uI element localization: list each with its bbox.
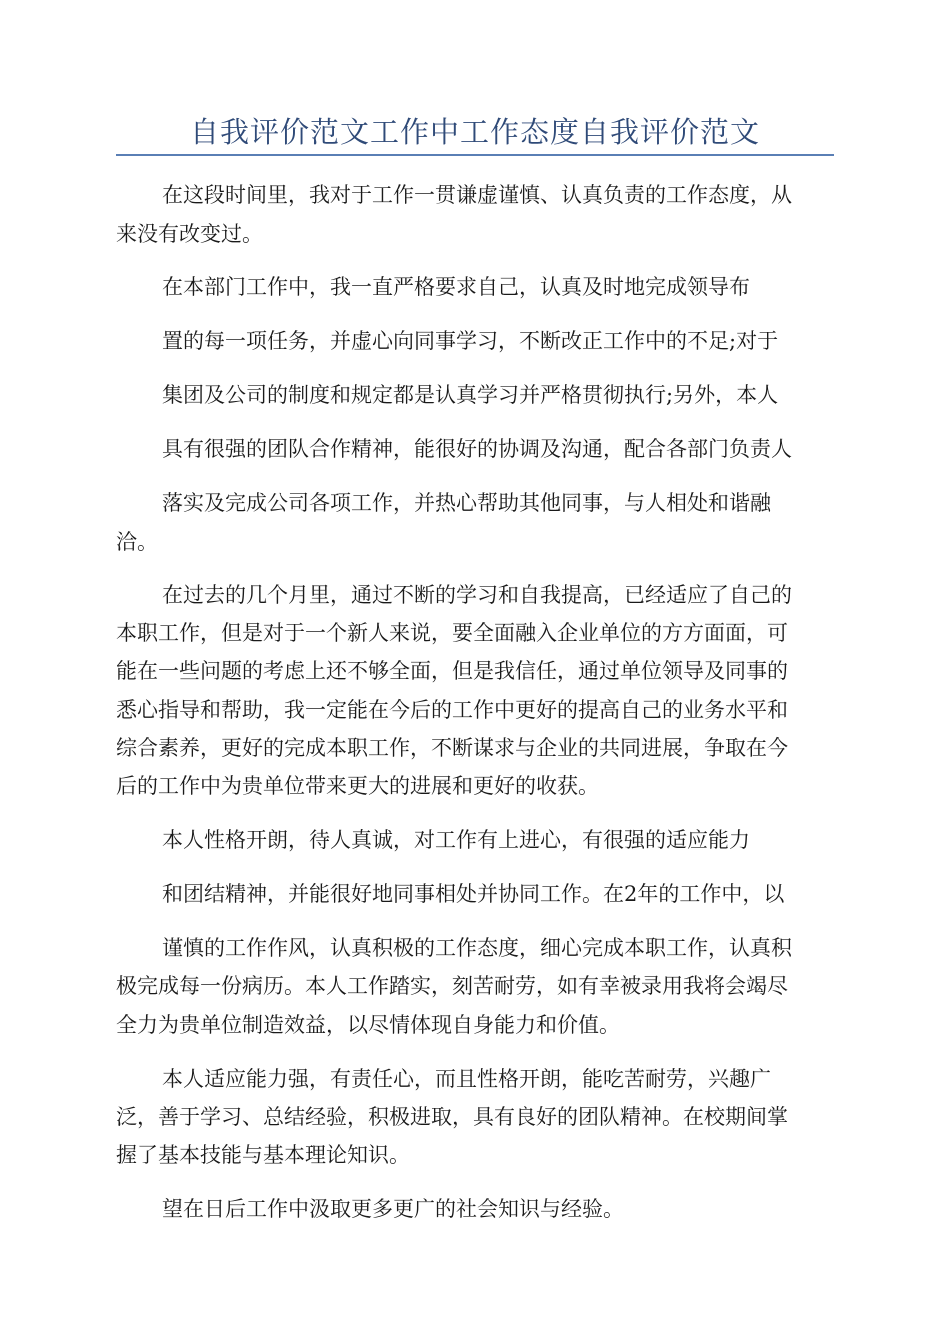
- document-title: 自我评价范文工作中工作态度自我评价范文: [189, 115, 760, 149]
- paragraph-line: 综合素养，更好的完成本职工作，不断谋求与企业的共同进展，争取在今: [116, 736, 788, 760]
- paragraph-line: 握了基本技能与基本理论知识。: [116, 1143, 410, 1167]
- paragraph-line: 本人适应能力强，有责任心，而且性格开朗，能吃苦耐劳，兴趣广: [162, 1067, 771, 1091]
- paragraph-line: 泛，善于学习、总结经验，积极进取，具有良好的团队精神。在校期间掌: [116, 1105, 788, 1129]
- paragraph-line: 集团及公司的制度和规定都是认真学习并严格贯彻执行;另外，本人: [162, 383, 779, 407]
- paragraph-line: 和团结精神，并能很好地同事相处并协同工作。在2年的工作中，以: [162, 882, 785, 906]
- paragraph-line: 后的工作中为贵单位带来更大的进展和更好的收获。: [116, 774, 599, 798]
- paragraph-line: 望在日后工作中汲取更多更广的社会知识与经验。: [162, 1197, 624, 1221]
- paragraph-line: 在过去的几个月里，通过不断的学习和自我提高，已经适应了自己的: [162, 583, 792, 607]
- paragraph-line: 来没有改变过。: [116, 222, 263, 246]
- title-underline: [116, 154, 834, 156]
- paragraph-line: 本人性格开朗，待人真诚，对工作有上进心，有很强的适应能力: [162, 828, 750, 852]
- paragraph-line: 置的每一项任务，并虚心向同事学习，不断改正工作中的不足;对于: [162, 329, 779, 353]
- paragraph-line: 在这段时间里，我对于工作一贯谦虚谨慎、认真负责的工作态度，从: [162, 183, 792, 207]
- paragraph-line: 悉心指导和帮助，我一定能在今后的工作中更好的提高自己的业务水平和: [116, 698, 788, 722]
- paragraph-line: 在本部门工作中，我一直严格要求自己，认真及时地完成领导布: [162, 275, 750, 299]
- paragraph-line: 谨慎的工作作风，认真积极的工作态度，细心完成本职工作，认真积: [162, 936, 792, 960]
- paragraph-line: 落实及完成公司各项工作，并热心帮助其他同事，与人相处和谐融: [162, 491, 771, 515]
- paragraph-line: 洽。: [116, 530, 158, 554]
- paragraph-line: 极完成每一份病历。本人工作踏实，刻苦耐劳，如有幸被录用我将会竭尽: [116, 974, 788, 998]
- paragraph-line: 能在一些问题的考虑上还不够全面，但是我信任，通过单位领导及同事的: [116, 659, 788, 683]
- paragraph-line: 本职工作，但是对于一个新人来说，要全面融入企业单位的方方面面，可: [116, 621, 788, 645]
- paragraph-line: 全力为贵单位制造效益，以尽情体现自身能力和价值。: [116, 1013, 620, 1037]
- paragraph-line: 具有很强的团队合作精神，能很好的协调及沟通，配合各部门负责人: [162, 437, 792, 461]
